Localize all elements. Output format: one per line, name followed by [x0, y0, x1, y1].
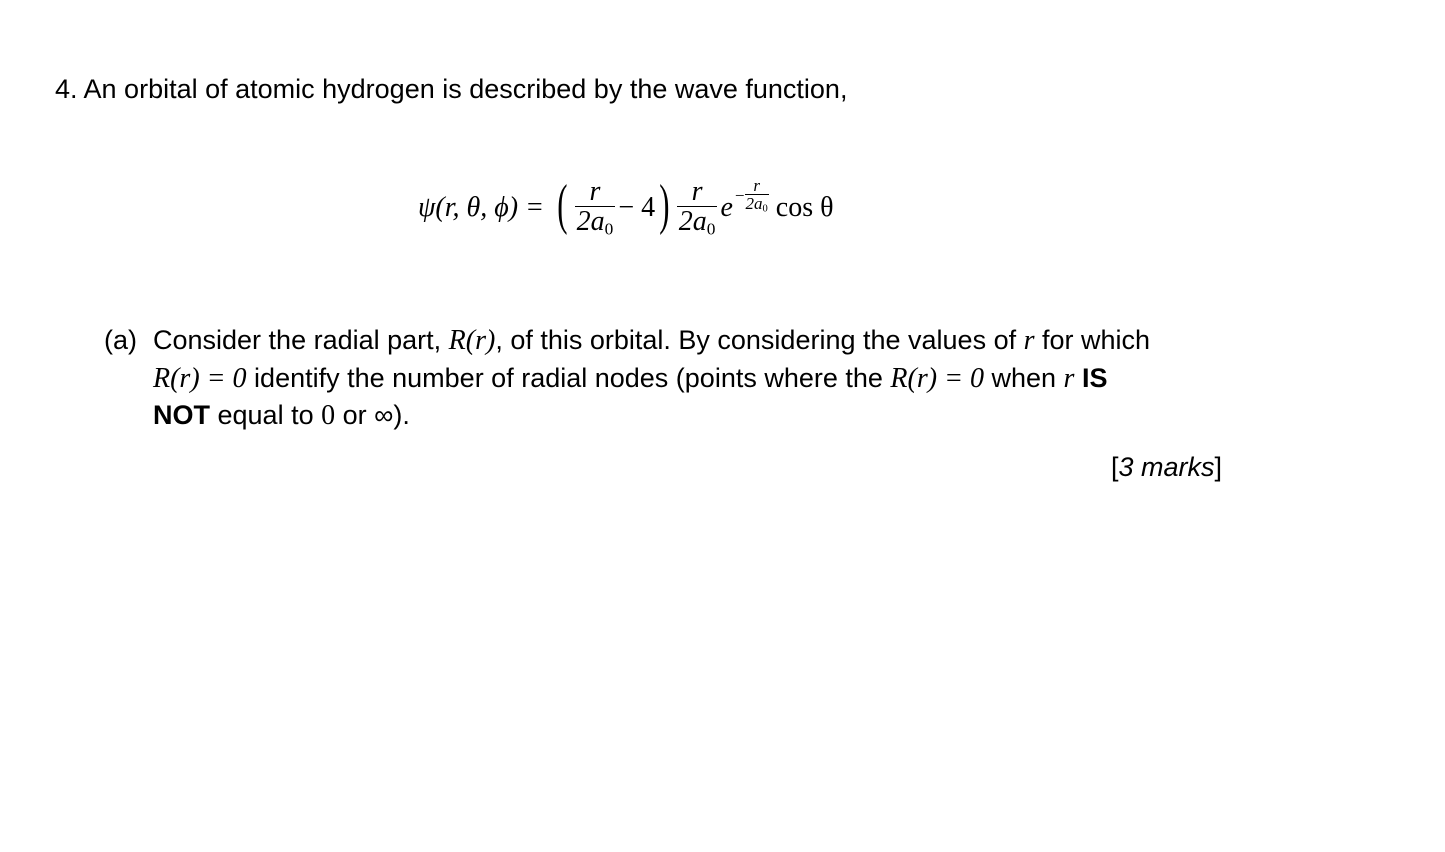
part-a-text: Consider the radial part, R(r), of this orbital. By considering the values of r for which R(r) = 0 identify the number of radial nodes (points where the R(r) = 0 when r IS NOT equal to 0 or ∞). — [153, 325, 1151, 431]
fraction-r-over-2a0-second — [677, 177, 718, 239]
exponent-denominator: $2a_0$ — [745, 194, 768, 215]
exponent-minus: − — [734, 186, 745, 205]
equation-lhs: ψ(r, θ, ϕ) = — [418, 192, 544, 223]
right-paren: ) — [659, 174, 670, 236]
left-paren: ( — [557, 174, 568, 236]
cosine-term: cos θ — [775, 192, 834, 223]
emphasis-is-not: IS — [1081, 362, 1108, 393]
question-heading: 4. An orbital of atomic hydrogen is described by the wave function, — [55, 74, 848, 104]
fraction-denominator: $2a_0$ — [576, 206, 614, 239]
fraction-denominator: $2a_0$ — [678, 206, 716, 239]
fraction-numerator: r — [691, 176, 703, 208]
marks-label: [3 marks] — [1111, 452, 1223, 482]
fraction-r-over-2a0 — [575, 177, 616, 239]
exponential-base: e — [720, 192, 733, 223]
exponent-numerator: r — [753, 176, 760, 196]
wave-function-equation — [418, 168, 834, 248]
part-a — [104, 322, 1264, 435]
minus-four: − 4 — [618, 192, 656, 223]
part-a-label: (a) — [104, 325, 137, 355]
fraction-numerator: r — [589, 176, 601, 208]
exponent — [735, 177, 769, 215]
